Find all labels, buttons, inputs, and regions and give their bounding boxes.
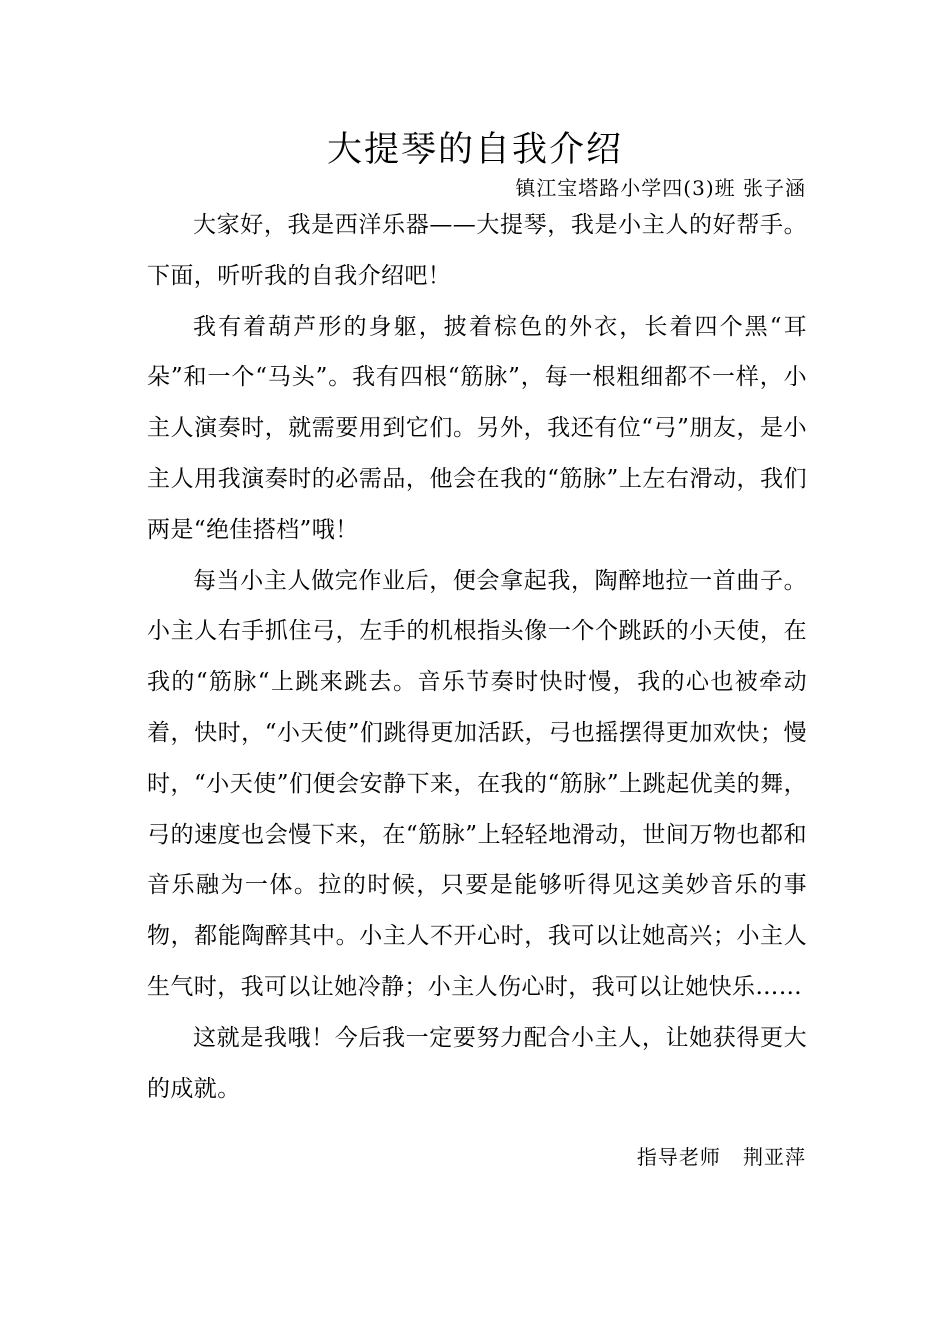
- document-title: 大提琴的自我介绍: [326, 130, 623, 170]
- teacher-gap: [721, 1145, 743, 1169]
- teacher-name: 荆亚萍: [743, 1145, 806, 1169]
- paragraph-conclusion: 这就是我哦！今后我一定要努力配合小主人，让她获得更大的成就。: [147, 1024, 807, 1102]
- teacher-credit: [637, 1142, 806, 1172]
- paragraph-appearance: 我有着葫芦形的身躯，披着棕色的外衣，长着四个黑“耳朵”和一个“马头”。我有四根“筋脉”，每一根粗细都不一样，小主人演奏时，就需要用到它们。另外，我还有位“弓”朋友，是小主人用我演奏时的必需品，他会在我的“筋脉”上左右滑动，我们两是“绝佳搭档”哦！: [147, 313, 807, 543]
- paragraph-intro: 大家好，我是西洋乐器——大提琴，我是小主人的好帮手。下面，听听我的自我介绍吧！: [147, 212, 807, 289]
- teacher-label: 指导老师: [636, 1145, 721, 1169]
- essay-body: [147, 200, 807, 1114]
- author-byline: 镇江宝塔路小学四(3)班 张子涵: [515, 176, 806, 200]
- paragraph-playing: 每当小主人做完作业后，便会拿起我，陶醉地拉一首曲子。小主人右手抓住弓，左手的机根指头像一个个跳跃的小天使，在我的“筋脉“上跳来跳去。音乐节奏时快时慢，我的心也被牵动着，快时，“小天使”们跳得更加活跃，弓也摇摆得更加欢快；慢时，“小天使”们便会安静下来，在我的“筋脉”上跳起优美的舞，弓的速度也会慢下来，在“筋脉”上轻轻地滑动，世间万物也都和音乐融为一体。拉的时候，只要是能够听得见这美妙音乐的事物，都能陶醉其中。小主人不开心时，我可以让她高兴；小主人生气时，我可以让她冷静；小主人伤心时，我可以让她快乐……: [147, 567, 807, 1000]
